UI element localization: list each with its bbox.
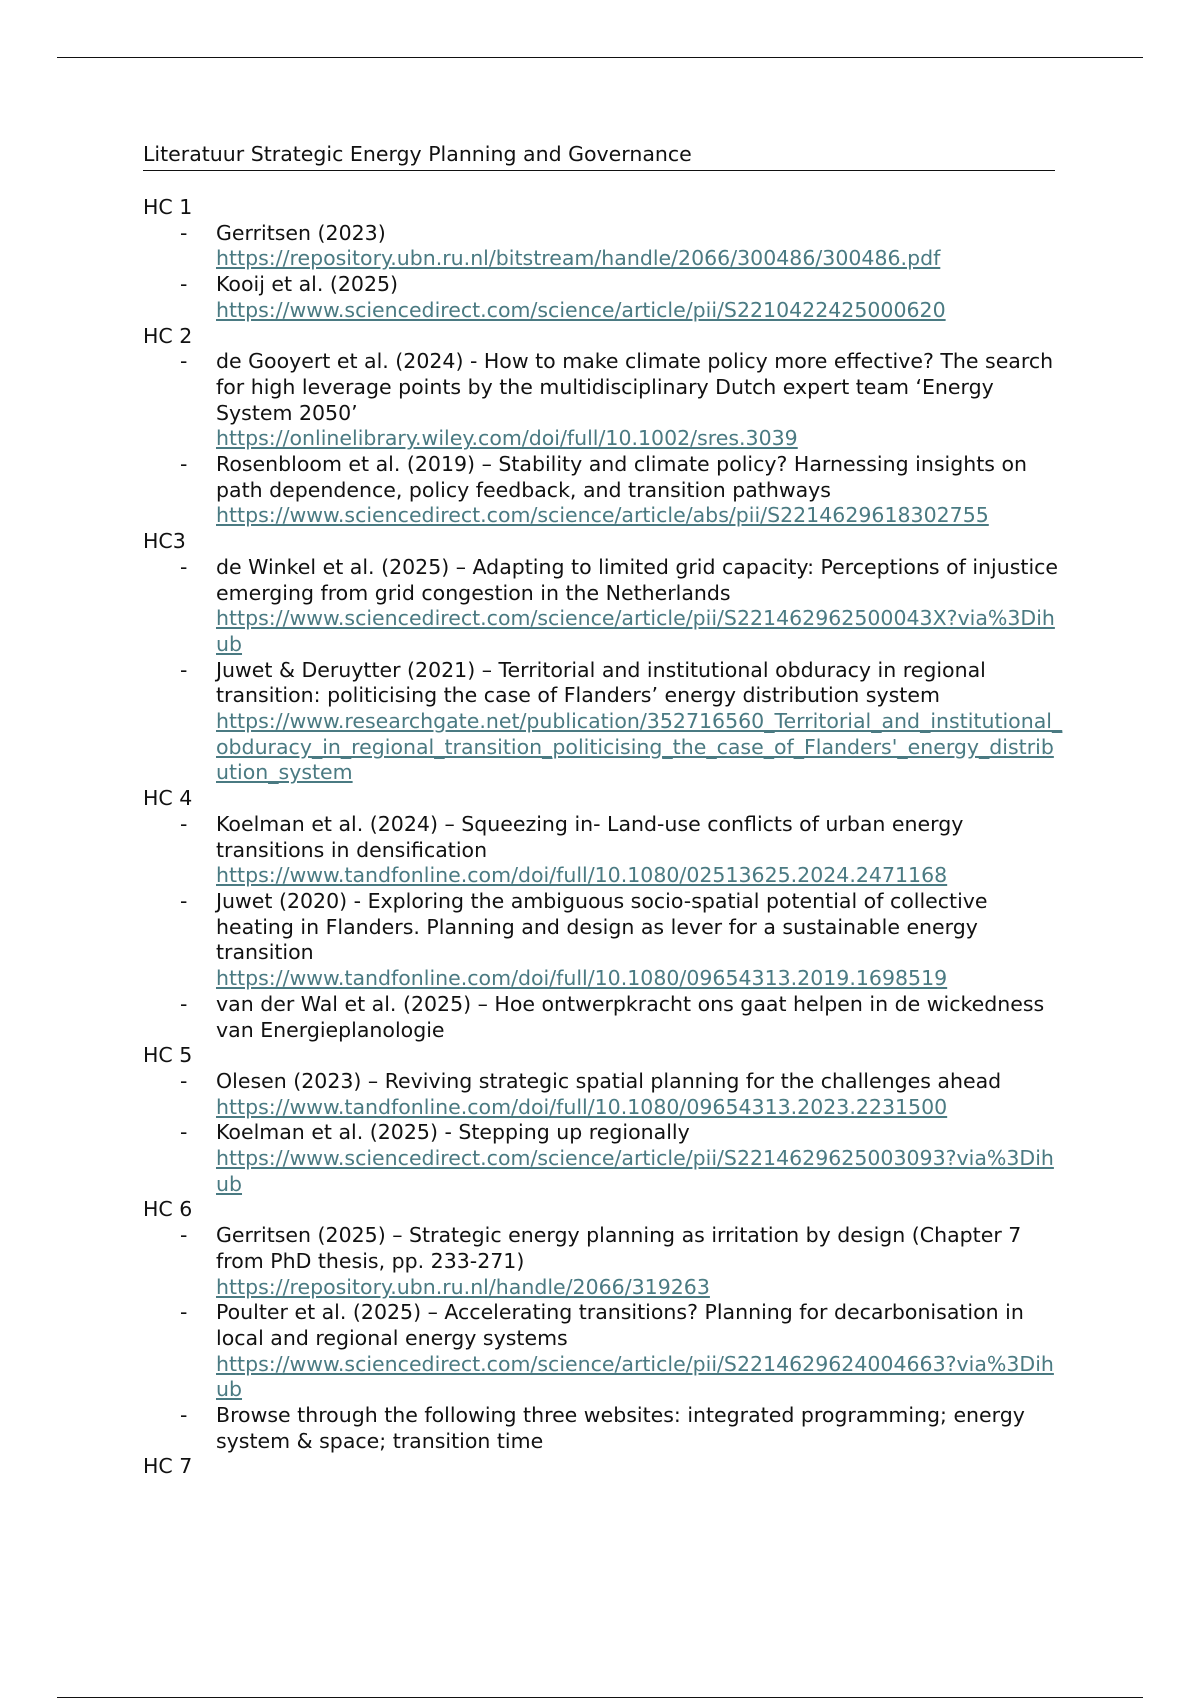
bullet-dash: - bbox=[180, 657, 188, 682]
reference-link[interactable]: https://www.researchgate.net/publication/352716560_Territorial_and_institutional_obduracy_in_regional_transition_politicising_the_case_of_Flanders'_energy_distribution_system bbox=[216, 709, 1063, 785]
reference-text: Juwet (2020) - Exploring the ambiguous socio-spatial potential of collective heating in Flanders. Planning and design as lever for a sustainable energy transition bbox=[216, 888, 988, 965]
bullet-dash: - bbox=[180, 1403, 188, 1428]
bullet-dash: - bbox=[180, 991, 188, 1016]
bullet-dash: - bbox=[180, 220, 188, 245]
reference-link[interactable]: https://repository.ubn.ru.nl/handle/2066/319263 bbox=[216, 1274, 710, 1299]
reference-link[interactable]: https://www.sciencedirect.com/science/article/pii/S2210422425000620 bbox=[216, 297, 946, 322]
list-item bbox=[143, 812, 1063, 889]
list-item bbox=[143, 1223, 1063, 1300]
reference-link[interactable]: https://www.sciencedirect.com/science/article/pii/S2214629625003093?via%3Dihub bbox=[216, 1146, 1054, 1196]
reference-text: Gerritsen (2023) bbox=[216, 220, 386, 245]
bullet-dash: - bbox=[180, 452, 188, 477]
reference-text: Kooij et al. (2025) bbox=[216, 272, 399, 297]
bullet-dash: - bbox=[180, 1300, 188, 1325]
list-item bbox=[143, 1120, 1063, 1197]
list-item bbox=[143, 221, 1063, 272]
reference-link[interactable]: https://onlinelibrary.wiley.com/doi/full/10.1002/sres.3039 bbox=[216, 426, 798, 451]
list-item bbox=[143, 1069, 1063, 1120]
bullet-dash: - bbox=[180, 1223, 188, 1248]
reference-link[interactable]: https://www.tandfonline.com/doi/full/10.1080/09654313.2019.1698519 bbox=[216, 966, 948, 991]
bullet-dash: - bbox=[180, 888, 188, 913]
bullet-dash: - bbox=[180, 1068, 188, 1093]
reference-text: Koelman et al. (2025) - Stepping up regionally bbox=[216, 1120, 690, 1145]
reference-link[interactable]: https://www.sciencedirect.com/science/article/pii/S221462962500043X?via%3Dihub bbox=[216, 606, 1055, 656]
literature-list bbox=[143, 195, 1063, 1480]
reference-link[interactable]: https://www.tandfonline.com/doi/full/10.1080/02513625.2024.2471168 bbox=[216, 863, 948, 888]
list-item bbox=[143, 349, 1063, 452]
bullet-dash: - bbox=[180, 1120, 188, 1145]
list-item bbox=[143, 452, 1063, 529]
bullet-dash: - bbox=[180, 554, 188, 579]
reference-link[interactable]: https://www.tandfonline.com/doi/full/10.1080/09654313.2023.2231500 bbox=[216, 1094, 948, 1119]
page-bottom-rule bbox=[57, 1697, 1143, 1698]
reference-text: Gerritsen (2025) – Strategic energy planning as irritation by design (Chapter 7 from PhD thesis, pp. 233-271) bbox=[216, 1223, 1022, 1273]
list-item bbox=[143, 555, 1063, 658]
section-heading: HC 6 bbox=[143, 1197, 193, 1222]
reference-link[interactable]: https://www.sciencedirect.com/science/article/pii/S2214629624004663?via%3Dihub bbox=[216, 1351, 1054, 1402]
section-heading: HC3 bbox=[143, 529, 186, 554]
reference-text: Poulter et al. (2025) – Accelerating transitions? Planning for decarbonisation in local and regional energy systems bbox=[216, 1300, 1024, 1350]
reference-text: de Gooyert et al. (2024) - How to make climate policy more effective? The search for high leverage points by the multidisciplinary Dutch expert team ‘Energy System 2050’ bbox=[216, 349, 1054, 425]
bullet-dash: - bbox=[180, 272, 188, 297]
document-title: Literatuur Strategic Energy Planning and Governance bbox=[143, 142, 1055, 171]
section-heading: HC 4 bbox=[143, 786, 193, 811]
list-item bbox=[143, 658, 1063, 787]
reference-text: Koelman et al. (2024) – Squeezing in- Land-use conflicts of urban energy transitions in densification bbox=[216, 811, 964, 862]
reference-text: Browse through the following three websites: integrated programming; energy system & space; transition time bbox=[216, 1403, 1025, 1453]
bullet-dash: - bbox=[180, 349, 188, 374]
reference-text: Juwet & Deruytter (2021) – Territorial and institutional obduracy in regional transition: politicising the case of Flanders’ energy distribution system bbox=[216, 657, 986, 708]
reference-text: Olesen (2023) – Reviving strategic spatial planning for the challenges ahead bbox=[216, 1068, 1002, 1093]
reference-text: de Winkel et al. (2025) – Adapting to limited grid capacity: Perceptions of injustice emerging from grid congestion in the Netherlands bbox=[216, 554, 1059, 605]
list-item bbox=[143, 889, 1063, 992]
list-item bbox=[143, 272, 1063, 323]
bullet-dash: - bbox=[180, 811, 188, 836]
section-heading: HC 2 bbox=[143, 323, 193, 348]
reference-text: Rosenbloom et al. (2019) – Stability and climate policy? Harnessing insights on path dependence, policy feedback, and transition pathways bbox=[216, 452, 1027, 502]
list-item bbox=[143, 1300, 1063, 1403]
reference-text: van der Wal et al. (2025) – Hoe ontwerpkracht ons gaat helpen in de wickedness van Energieplanologie bbox=[216, 991, 1045, 1042]
list-item bbox=[143, 992, 1063, 1043]
section-heading: HC 7 bbox=[143, 1454, 193, 1479]
page-top-rule bbox=[57, 57, 1143, 58]
reference-link[interactable]: https://www.sciencedirect.com/science/article/abs/pii/S2214629618302755 bbox=[216, 503, 989, 528]
list-item bbox=[143, 1403, 1063, 1454]
section-heading: HC 1 bbox=[143, 195, 193, 219]
section-heading: HC 5 bbox=[143, 1043, 193, 1068]
document-body bbox=[143, 142, 1063, 1480]
reference-link[interactable]: https://repository.ubn.ru.nl/bitstream/handle/2066/300486/300486.pdf bbox=[216, 246, 941, 271]
